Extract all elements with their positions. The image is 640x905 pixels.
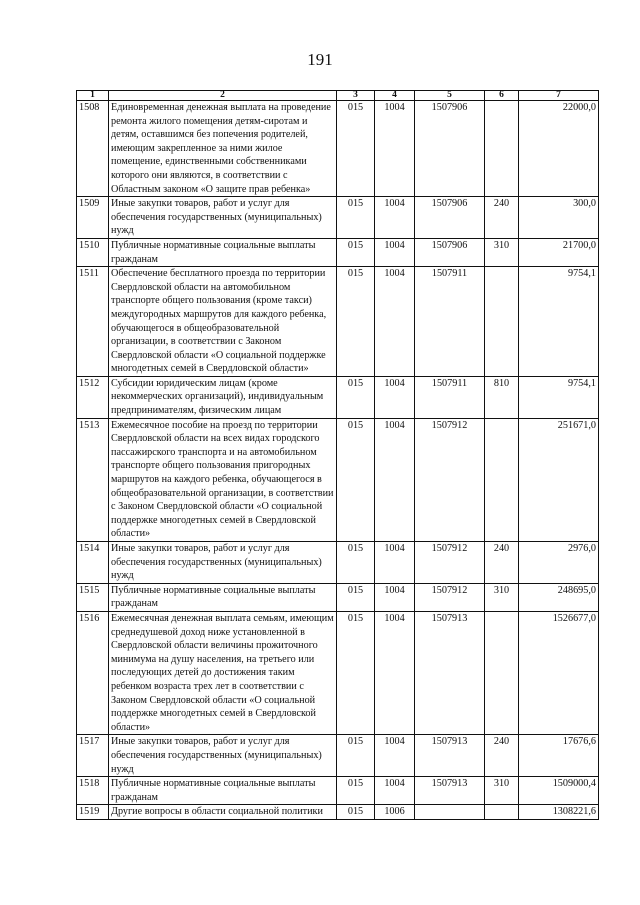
row-amount: 9754,1 [519,376,599,418]
column-header: 2 [109,91,337,101]
column-header: 1 [77,91,109,101]
row-amount: 21700,0 [519,238,599,266]
row-col5: 1507912 [415,542,485,584]
row-col3: 015 [337,777,375,805]
row-name: Иные закупки товаров, работ и услуг для обеспечения государственных (муниципальных) нужд [109,735,337,777]
table-row [77,238,599,266]
row-amount: 17676,6 [519,735,599,777]
row-col4: 1004 [375,197,415,239]
row-number: 1510 [77,238,109,266]
row-number: 1516 [77,611,109,734]
table-row [77,805,599,820]
table-row [77,611,599,734]
row-col6: 240 [485,542,519,584]
row-number: 1512 [77,376,109,418]
row-col3: 015 [337,611,375,734]
row-amount: 9754,1 [519,267,599,377]
row-col4: 1004 [375,267,415,377]
row-col4: 1004 [375,238,415,266]
row-col3: 015 [337,735,375,777]
row-amount: 1308221,6 [519,805,599,820]
row-name: Другие вопросы в области социальной политики [109,805,337,820]
row-name: Обеспечение бесплатного проезда по территории Свердловской области на автомобильном транспорте общего пользования (кроме такси) междугородных маршрутов для каждого ребенка, обучающегося в общеобразовательной организации, в соответствии с Законом Свердловской области «О социальной поддержке многодетных семей в Свердловской области» [109,267,337,377]
table-row [77,267,599,377]
row-col4: 1004 [375,611,415,734]
row-number: 1518 [77,777,109,805]
row-col6: 310 [485,238,519,266]
row-col5: 1507912 [415,583,485,611]
column-header: 4 [375,91,415,101]
row-col3: 015 [337,805,375,820]
row-number: 1508 [77,101,109,197]
row-col4: 1006 [375,805,415,820]
row-number: 1511 [77,267,109,377]
row-col4: 1004 [375,735,415,777]
row-col3: 015 [337,197,375,239]
row-col3: 015 [337,418,375,541]
row-amount: 2976,0 [519,542,599,584]
row-col5: 1507912 [415,418,485,541]
row-number: 1509 [77,197,109,239]
row-col4: 1004 [375,418,415,541]
row-amount: 1509000,4 [519,777,599,805]
row-col5 [415,805,485,820]
row-col4: 1004 [375,101,415,197]
column-header: 3 [337,91,375,101]
row-col5: 1507906 [415,197,485,239]
row-amount: 300,0 [519,197,599,239]
row-number: 1519 [77,805,109,820]
table-row [77,101,599,197]
row-col6: 240 [485,735,519,777]
row-col5: 1507913 [415,735,485,777]
table-row [77,735,599,777]
row-name: Ежемесячная денежная выплата семьям, имеющим среднедушевой доход ниже установленной в Свердловской области величины прожиточного минимума на душу населения, на третьего или последующих детей до достижения таким ребенком возраста трех лет в соответствии с Законом Свердловской области «О социальной поддержке многодетных семей в Свердловской области» [109,611,337,734]
budget-table [76,90,599,820]
row-col5: 1507911 [415,376,485,418]
row-col5: 1507913 [415,611,485,734]
row-col3: 015 [337,238,375,266]
row-col3: 015 [337,376,375,418]
row-name: Единовременная денежная выплата на проведение ремонта жилого помещения детям-сиротам и детям, оставшимся без попечения родителей, имеющим закрепленное за ними жилое помещение, единственными собственниками которого они являются, в соответствии с Областным законом «О защите прав ребенка» [109,101,337,197]
row-col3: 015 [337,101,375,197]
row-col3: 015 [337,267,375,377]
row-name: Публичные нормативные социальные выплаты гражданам [109,583,337,611]
row-col6: 810 [485,376,519,418]
row-amount: 251671,0 [519,418,599,541]
row-name: Ежемесячное пособие на проезд по территории Свердловской области на всех видах городского пассажирского транспорта и на автомобильном транспорте общего пользования пригородных маршрутов на каждого ребенка, обучающегося в общеобразовательной организации, в соответствии с Законом Свердловской области «О социальной поддержке многодетных семей в Свердловской области» [109,418,337,541]
row-amount: 22000,0 [519,101,599,197]
page-number: 191 [307,50,333,69]
row-name: Субсидии юридическим лицам (кроме некоммерческих организаций), индивидуальным предпринимателям, физическим лицам [109,376,337,418]
table-row [77,376,599,418]
row-amount: 1526677,0 [519,611,599,734]
row-col4: 1004 [375,777,415,805]
row-col6: 310 [485,583,519,611]
table-row [77,777,599,805]
row-col4: 1004 [375,583,415,611]
row-name: Иные закупки товаров, работ и услуг для обеспечения государственных (муниципальных) нужд [109,197,337,239]
row-number: 1514 [77,542,109,584]
table-header-row [77,91,599,101]
row-col5: 1507911 [415,267,485,377]
row-col6 [485,805,519,820]
row-name: Публичные нормативные социальные выплаты гражданам [109,777,337,805]
row-col4: 1004 [375,376,415,418]
row-col3: 015 [337,542,375,584]
column-header: 7 [519,91,599,101]
column-header: 6 [485,91,519,101]
row-col6 [485,101,519,197]
row-col6: 310 [485,777,519,805]
row-name: Публичные нормативные социальные выплаты гражданам [109,238,337,266]
row-col5: 1507906 [415,238,485,266]
row-name: Иные закупки товаров, работ и услуг для обеспечения государственных (муниципальных) нужд [109,542,337,584]
row-col5: 1507913 [415,777,485,805]
row-col3: 015 [337,583,375,611]
table-row [77,542,599,584]
row-col6 [485,611,519,734]
row-col4: 1004 [375,542,415,584]
row-number: 1513 [77,418,109,541]
row-col5: 1507906 [415,101,485,197]
table-row [77,418,599,541]
row-number: 1515 [77,583,109,611]
row-amount: 248695,0 [519,583,599,611]
table-row [77,197,599,239]
row-col6: 240 [485,197,519,239]
row-number: 1517 [77,735,109,777]
row-col6 [485,267,519,377]
row-col6 [485,418,519,541]
table-row [77,583,599,611]
column-header: 5 [415,91,485,101]
